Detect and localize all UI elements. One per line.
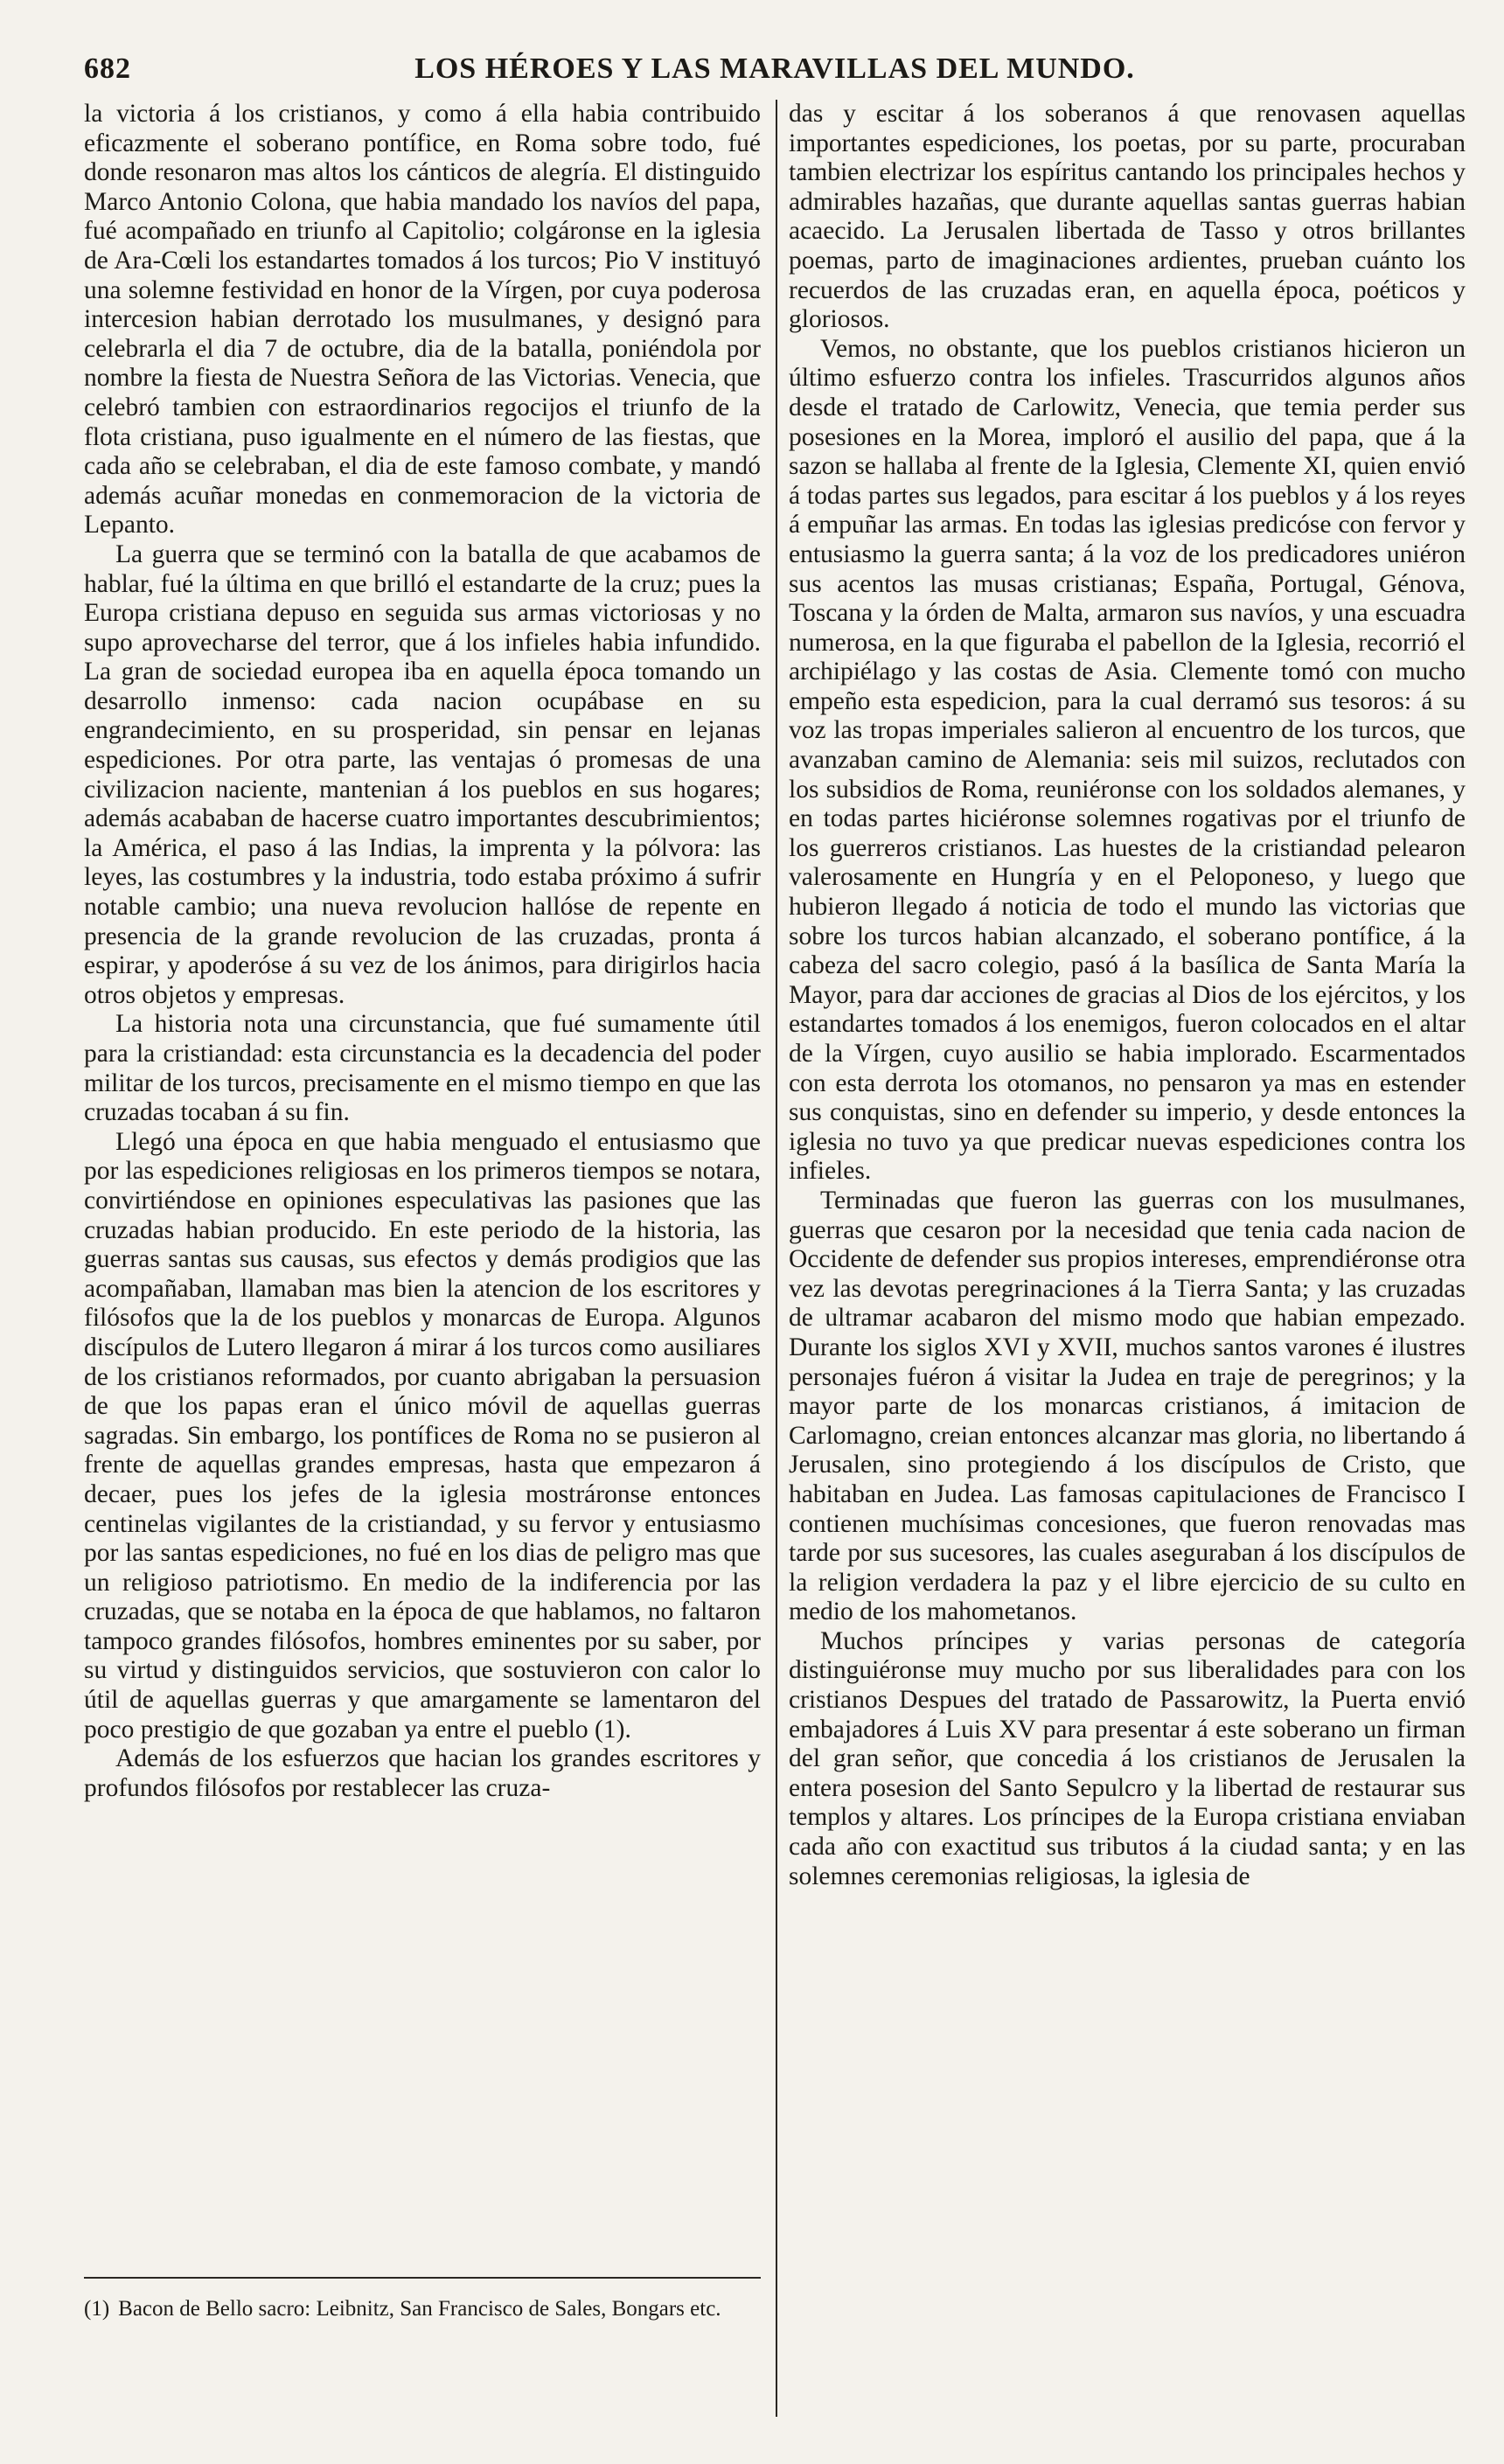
left-column (84, 100, 761, 1803)
running-title: LOS HÉROES Y LAS MARAVILLAS DEL MUNDO. (414, 52, 1135, 85)
paragraph: La historia nota una circunstancia, que fué sumamente útil para la cristiandad: esta circunstancia es la decadencia del poder militar de los turcos, precisamente en el mismo tiempo en que las cruzadas tocaban á su fin. (84, 1010, 761, 1127)
footnote-text: Bacon de Bello sacro: Leibnitz, San Francisco de Sales, Bongars etc. (118, 2297, 721, 2321)
paragraph: Terminadas que fueron las guerras con los musulmanes, guerras que cesaron por la necesidad que tenia cada nacion de Occidente de defender sus propios intereses, emprendiéronse otra vez las devotas peregrinaciones á la Tierra Santa; y las cruzadas de ultramar acabaron del mismo modo que habian empezado. Durante los siglos XVI y XVII, muchos santos varones é ilustres personajes fuéron á visitar la Judea en traje de peregrinos; y la mayor parte de los monarcas cristianos, á imitacion de Carlomagno, creian entonces alcanzar mas gloria, no libertando á Jerusalen, sino protegiendo á los discípulos de Cristo, que habitaban en Judea. Las famosas capitulaciones de Francisco I contienen muchísimas concesiones, que fueron renovadas mas tarde por sus sucesores, las cuales aseguraban á los discípulos de la religion verdadera la paz y el libre ejercicio de su culto en medio de los mahometanos. (789, 1186, 1466, 1626)
paragraph: Además de los esfuerzos que hacian los grandes escritores y profundos filósofos por restablecer las cruza- (84, 1744, 761, 1802)
footnote-divider (84, 2277, 761, 2279)
footnote (84, 2296, 761, 2322)
paragraph: das y escitar á los soberanos á que renovasen aquellas importantes espediciones, los poetas, por su parte, procuraban tambien electrizar los espíritus cantando los principales hechos y admirables hazañas, que durante aquellas santas guerras habian acaecido. La Jerusalen libertada de Tasso y otros brillantes poemas, parto de imaginaciones ardientes, prueban cuánto los recuerdos de las cruzadas eran, en aquella época, poéticos y gloriosos. (789, 100, 1466, 334)
page-header (84, 52, 1466, 91)
right-column (789, 100, 1466, 1891)
paragraph: La guerra que se terminó con la batalla de que acabamos de hablar, fué la última en que brilló el estandarte de la cruz; pues la Europa cristiana depuso en seguida sus armas victoriosas y no supo aprovecharse del terror, que á los infieles habia infundido. La gran de sociedad europea iba en aquella época tomando un desarrollo inmenso: cada nacion ocupábase en su engrandecimiento, en su prosperidad, sin pensar en lejanas espediciones. Por otra parte, las ventajas ó promesas de una civilizacion naciente, mantenian á los pueblos en sus hogares; además acababan de hacerse cuatro importantes descubrimientos; la América, el paso á las Indias, la imprenta y la pólvora: las leyes, las costumbres y la industria, todo estaba próximo á sufrir notable cambio; una nueva revolucion hallóse de repente en presencia de la grande revolucion de las cruzadas, pronta á espirar, y apoderóse á su vez de los ánimos, para dirigirlos hacia otros objetos y empresas. (84, 539, 761, 1009)
page-number: 682 (84, 52, 131, 85)
paragraph: Llegó una época en que habia menguado el entusiasmo que por las espediciones religiosas en los primeros tiempos se notara, convirtiéndose en opiniones especulativas las pasiones que las cruzadas habian producido. En este periodo de la historia, las guerras santas sus causas, sus efectos y demás prodigios que las acompañaban, llamaban mas bien la atencion de los escritores y filósofos que la de los pueblos y monarcas de Europa. Algunos discípulos de Lutero llegaron á mirar á los turcos como ausiliares de los cristianos reformados, por cuanto abrigaban la persuasion de que los papas eran el único móvil de aquellas guerras sagradas. Sin embargo, los pontífices de Roma no se pusieron al frente de aquellas grandes empresas, hasta que empezaron á decaer, pues los jefes de la iglesia mostráronse entonces centinelas vigilantes de la cristiandad, y su fervor y entusiasmo por las santas espediciones, no fué en los dias de peligro mas que un religioso patriotismo. En medio de la indiferencia por las cruzadas, que se notaba en la época de que hablamos, no faltaron tampoco grandes filósofos, hombres eminentes por su saber, por su virtud y distinguidos servicios, que sostuvieron con calor lo útil de aquellas guerras y que amargamente se lamentaron del poco prestigio de que gozaban ya entre el pueblo (1). (84, 1127, 761, 1744)
paragraph: Vemos, no obstante, que los pueblos cristianos hicieron un último esfuerzo contra los infieles. Trascurridos algunos años desde el tratado de Carlowitz, Venecia, que temia perder sus posesiones en la Morea, imploró el ausilio del papa, que á la sazon se hallaba al frente de la Iglesia, Clemente XI, quien envió á todas partes sus legados, para escitar á los pueblos y á los reyes á empuñar las armas. En todas las iglesias predicóse con fervor y entusiasmo la guerra santa; á la voz de los predicadores uniéron sus acentos las musas cristianas; España, Portugal, Génova, Toscana y la órden de Malta, armaron sus navíos, y una escuadra numerosa, en la que figuraba el pabellon de la Iglesia, recorrió el archipiélago y las costas de Asia. Clemente tomó con mucho empeño esta espedicion, para la cual derramó sus tesoros: á su voz las tropas imperiales salieron al encuentro de los turcos, que avanzaban camino de Alemania: seis mil suizos, reclutados con los subsidios de Roma, reuniéronse con los soldados alemanes, y en todas partes hiciéronse solemnes rogativas por el triunfo de los guerreros cristianos. Las huestes de la cristiandad pelearon valerosamente en Hungría y en el Peloponeso, y luego que hubieron llegado á noticia de todo el mundo las victorias que sobre los turcos habian alcanzado, el soberano pontífice, á la cabeza del sacro colegio, pasó á la basílica de Santa María la Mayor, para dar acciones de gracias al Dios de los ejércitos, y los estandartes tomados á los enemigos, fueron colocados en el altar de la Vírgen, cuyo ausilio se habia implorado. Escarmentados con esta derrota los otomanos, no pensaron ya mas en estender sus conquistas, sino en defender su imperio, y desde entonces la iglesia no tuvo ya que predicar nuevas espediciones contra los infieles. (789, 334, 1466, 1186)
paragraph: Muchos príncipes y varias personas de categoría distinguiéronse muy mucho por sus liberalidades para con los cristianos Despues del tratado de Passarowitz, la Puerta envió embajadores á Luis XV para presentar á este soberano un firman del gran señor, que concedia á los cristianos de Jerusalen la entera posesion del Santo Sepulcro y la libertad de restaurar sus templos y altares. Los príncipes de la Europa cristiana enviaban cada año con exactitud sus tributos á la ciudad santa; y en las solemnes ceremonias religiosas, la iglesia de (789, 1626, 1466, 1890)
column-divider (776, 100, 777, 2417)
footnote-mark: (1) (84, 2297, 110, 2321)
paragraph: la victoria á los cristianos, y como á ella habia contribuido eficazmente el soberano pontífice, en Roma sobre todo, fué donde resonaron mas altos los cánticos de alegría. El distinguido Marco Antonio Colona, que habia mandado los navíos del papa, fué acompañado en triunfo al Capitolio; colgáronse en la iglesia de Ara-Cœli los estandartes tomados á los turcos; Pio V instituyó una solemne festividad en honor de la Vírgen, por cuya poderosa intercesion habian derrotado los musulmanes, y designó para celebrarla el dia 7 de octubre, dia de la batalla, poniéndola por nombre la fiesta de Nuestra Señora de las Victorias. Venecia, que celebró tambien con estraordinarios regocijos el triunfo de la flota cristiana, puso igualmente en el número de las fiestas, que cada año se celebraban, el dia de este famoso combate, y mandó además acuñar monedas en conmemoracion de la victoria de Lepanto. (84, 100, 761, 539)
